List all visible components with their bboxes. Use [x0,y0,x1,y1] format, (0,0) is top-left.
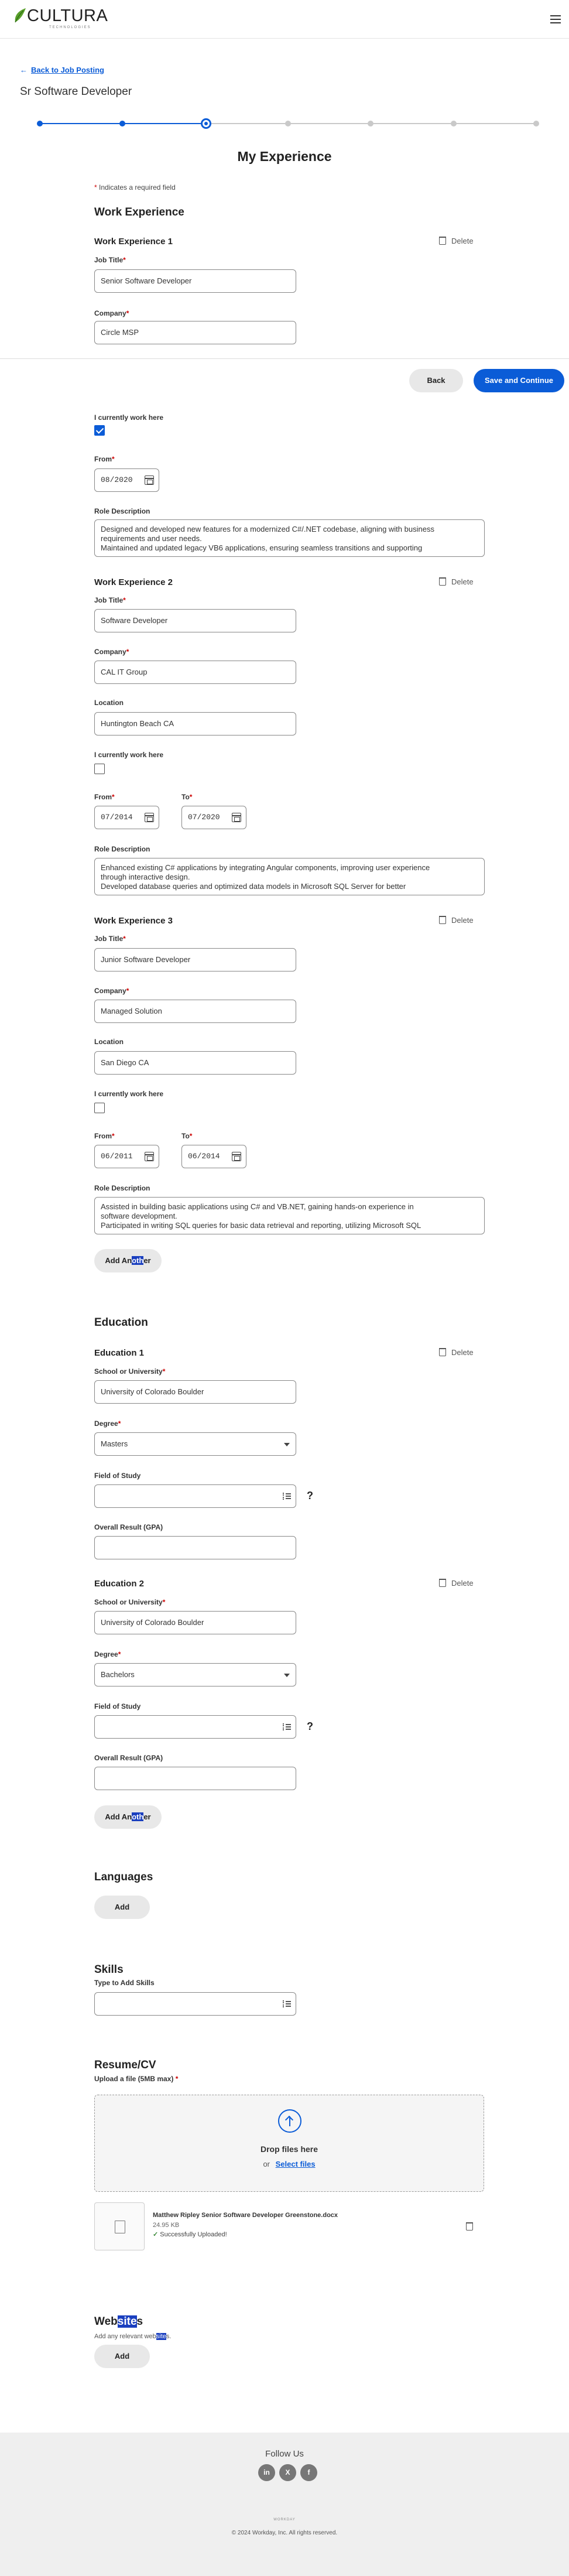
job-title-label [94,935,126,943]
upload-status-text: Successfully Uploaded! [160,2231,227,2238]
role-description-textarea-2[interactable] [94,858,485,895]
delete-label: Delete [451,237,474,245]
site-header [0,0,569,39]
company-input-2[interactable]: CAL IT Group [94,661,296,684]
degree-select-2[interactable] [94,1663,296,1686]
required-star: * [126,987,129,995]
job-title-input-3[interactable]: Junior Software Developer [94,948,296,971]
job-title-label [94,256,126,264]
work-experience-3-heading: Work Experience 3 [94,916,173,926]
currently-work-label: I currently work here [94,1090,164,1098]
description-line: Designed and developed new features for a modernized C#/.NET codebase, aligning with business [101,525,434,533]
gpa-label: Overall Result (GPA) [94,1523,163,1531]
work-experience-heading: Work Experience [94,206,184,218]
currently-work-label: I currently work here [94,751,164,759]
date-value: 08/2020 [101,475,133,484]
required-star: * [126,309,129,317]
file-thumbnail [94,2202,145,2250]
school-input-2[interactable]: University of Colorado Boulder [94,1611,296,1634]
date-value: 07/2020 [188,813,220,822]
required-star: * [112,1132,115,1140]
calendar-icon[interactable] [145,813,154,822]
label-text: From [94,793,112,801]
location-label: Location [94,1038,124,1046]
field-of-study-label: Field of Study [94,1702,141,1711]
label-text: Job Title [94,256,124,264]
currently-work-checkbox-1[interactable] [94,425,105,436]
description-line: Enhanced existing C# applications by integrating Angular components, improving user experience [101,863,430,872]
required-star: * [94,183,97,191]
company-label [94,309,129,317]
arrow-left-icon: ← [20,66,28,74]
chevron-down-icon [284,1674,290,1677]
currently-work-label: I currently work here [94,413,164,422]
degree-select-1[interactable] [94,1432,296,1456]
currently-work-checkbox-2[interactable] [94,764,105,774]
chevron-down-icon [284,1443,290,1446]
calendar-icon[interactable] [145,1152,154,1161]
copyright-text: © 2024 Workday, Inc. All rights reserved. [231,2530,338,2536]
from-label [94,1132,115,1140]
progress-step [37,121,43,126]
note-text: s. [166,2333,172,2340]
select-files-row [95,2160,484,2168]
label-text: From [94,1132,112,1140]
progress-step [368,121,373,126]
to-date-input-3[interactable] [181,1145,246,1168]
add-language-button[interactable]: Add [94,1896,150,1919]
field-of-study-input-1[interactable] [94,1484,296,1508]
label-text: From [94,455,112,463]
location-input-2[interactable]: Huntington Beach CA [94,712,296,735]
from-date-input-2[interactable] [94,806,159,829]
delete-label: Delete [451,577,474,586]
add-another-education-button[interactable] [94,1805,162,1829]
description-line: Participated in writing SQL queries for basic data retrieval and reporting, utilizing Microsoft SQL [101,1221,421,1230]
leaf-logo-icon [13,7,27,23]
cultura-logo[interactable] [13,6,108,29]
sticky-bar-divider [0,358,569,359]
delete-education-1-button[interactable] [439,1348,474,1357]
drop-files-text: Drop files here [260,2144,318,2154]
button-text: er [143,1256,151,1265]
trash-icon [439,577,446,586]
date-value: 06/2011 [101,1152,133,1161]
hamburger-menu-icon[interactable] [550,15,561,23]
description-line: Assisted in building basic applications using C# and VB.NET, gaining hands-on experience in [101,1202,414,1211]
languages-heading: Languages [94,1871,153,1883]
required-star: * [118,1650,121,1658]
progress-step [119,121,125,126]
education-2-heading: Education 2 [94,1579,145,1589]
upload-arrow-icon [278,2109,301,2133]
calendar-icon[interactable] [232,813,241,822]
currently-work-checkbox-3[interactable] [94,1103,105,1113]
role-description-label: Role Description [94,1184,150,1192]
title-highlight: site [117,2315,137,2328]
description-line: requirements and user needs. [101,534,202,543]
label-text: To [181,1132,190,1140]
delete-label: Delete [451,1579,474,1588]
required-star: * [123,256,126,264]
save-and-continue-button[interactable]: Save and Continue [474,369,564,392]
to-date-input-2[interactable] [181,806,246,829]
or-text: or [263,2160,270,2168]
job-title-label [94,596,126,604]
to-label [181,1132,192,1140]
button-text: Add An [105,1256,132,1265]
required-star: * [123,596,126,604]
websites-note [94,2333,171,2340]
gpa-label: Overall Result (GPA) [94,1754,163,1762]
required-star: * [112,455,115,463]
websites-heading [94,2315,143,2328]
company-label [94,648,129,656]
list-icon[interactable] [283,1723,291,1730]
required-star: * [162,1598,166,1606]
required-note-text: Indicates a required field [99,183,176,191]
location-input-3[interactable]: San Diego CA [94,1051,296,1075]
uploaded-file-size: 24.95 KB [153,2222,180,2229]
help-icon[interactable]: ? [307,1720,313,1732]
progress-step [533,121,539,126]
facebook-icon[interactable]: f [300,2464,317,2481]
linkedin-icon[interactable]: in [258,2464,275,2481]
back-to-job-posting-link[interactable] [20,66,104,74]
delete-education-2-button[interactable] [439,1579,474,1588]
resume-heading: Resume/CV [94,2059,156,2071]
list-icon[interactable] [283,2000,291,2007]
job-title-input-1[interactable]: Senior Software Developer [94,269,296,293]
footer [0,2433,569,2576]
progress-step-current [201,118,211,129]
company-input-1[interactable]: Circle MSP [94,321,296,344]
from-date-input-1[interactable] [94,468,159,492]
x-twitter-icon[interactable]: X [279,2464,296,2481]
field-of-study-label: Field of Study [94,1472,141,1480]
progress-step [451,121,457,126]
checkmark-icon: ✓ [153,2231,159,2238]
skills-label: Type to Add Skills [94,1979,155,1987]
back-link-label: Back to Job Posting [31,66,104,74]
label-text: Company [94,309,126,317]
required-star: * [189,1132,193,1140]
label-text: To [181,793,190,801]
required-star: * [112,793,115,801]
label-text: Degree [94,1650,118,1658]
add-another-work-button[interactable] [94,1249,162,1272]
title-text: Web [94,2315,118,2328]
delete-work-experience-2-button[interactable] [439,577,474,586]
education-1-heading: Education 1 [94,1348,145,1358]
school-label [94,1367,165,1376]
work-experience-2-heading: Work Experience 2 [94,577,173,587]
trash-icon [439,1579,446,1587]
delete-label: Delete [451,1348,474,1357]
required-star: * [126,648,129,656]
label-text: Job Title [94,935,124,943]
location-label: Location [94,699,124,707]
gpa-input-2[interactable] [94,1767,296,1790]
gpa-input-1[interactable] [94,1536,296,1559]
school-label [94,1598,165,1606]
button-text: er [143,1812,151,1821]
label-text: Upload a file (5MB max) [94,2075,174,2083]
label-text: School or University [94,1367,163,1376]
calendar-icon[interactable] [145,475,154,485]
date-value: 07/2014 [101,813,133,822]
upload-status [153,2231,227,2238]
from-label [94,455,115,463]
required-star: * [162,1367,166,1376]
label-text: Job Title [94,596,124,604]
delete-work-experience-3-button[interactable] [439,916,474,925]
note-text: Add any relevant web [94,2333,156,2340]
degree-label [94,1419,121,1428]
back-button[interactable]: Back [409,369,463,392]
skills-heading: Skills [94,1963,124,1976]
label-text: Company [94,987,126,995]
degree-value: Bachelors [101,1670,135,1679]
delete-file-button[interactable] [466,2222,478,2232]
file-drop-zone[interactable] [94,2095,484,2192]
button-text-highlight: oth [132,1812,144,1821]
delete-work-experience-1-button[interactable] [439,237,474,245]
description-line: Developed database queries and optimized data models in Microsoft SQL Server for better [101,882,406,891]
required-star: * [123,935,126,943]
label-text: School or University [94,1598,163,1606]
role-description-textarea-3[interactable] [94,1197,485,1234]
add-website-button[interactable]: Add [94,2345,150,2368]
degree-label [94,1650,121,1658]
brand-name: CULTURA [27,6,108,25]
job-title: Sr Software Developer [20,85,132,98]
trash-icon [439,1348,446,1356]
required-field-note [94,183,176,191]
brand-tagline: TECHNOLOGIES [49,26,91,29]
help-icon[interactable]: ? [307,1490,313,1501]
work-experience-1-heading: Work Experience 1 [94,237,173,247]
to-label [181,793,192,801]
job-title-input-2[interactable]: Software Developer [94,609,296,632]
trash-icon [439,916,446,924]
description-line: through interactive design. [101,873,190,881]
calendar-icon[interactable] [232,1152,241,1161]
progress-bar [40,123,536,124]
required-star: * [189,793,193,801]
follow-us-text: Follow Us [265,2449,304,2459]
upload-label [94,2075,178,2083]
note-highlight: site [156,2333,166,2340]
role-description-label: Role Description [94,507,150,515]
role-description-label: Role Description [94,845,150,853]
uploaded-file-name: Matthew Ripley Senior Software Developer Greenstone.docx [153,2212,338,2219]
company-label [94,987,129,995]
education-heading: Education [94,1316,148,1329]
page-title: My Experience [237,149,332,164]
degree-value: Masters [101,1439,128,1448]
description-line: Maintained and updated legacy VB6 applications, ensuring seamless transitions and supporting [101,543,423,552]
company-input-3[interactable]: Managed Solution [94,1000,296,1023]
delete-label: Delete [451,916,474,925]
trash-icon [466,2222,473,2231]
title-text: s [136,2315,143,2328]
required-star: * [118,1419,121,1428]
list-icon[interactable] [283,1493,291,1500]
required-star: * [175,2075,179,2083]
label-text: Company [94,648,126,656]
from-date-input-3[interactable] [94,1145,159,1168]
button-text-highlight: oth [132,1256,144,1265]
from-label [94,793,115,801]
description-line: software development. [101,1212,177,1220]
field-of-study-input-2[interactable] [94,1715,296,1739]
button-text: Add An [105,1812,132,1821]
role-description-textarea-1[interactable] [94,519,485,557]
school-input-1[interactable]: University of Colorado Boulder [94,1380,296,1404]
progress-step [285,121,291,126]
label-text: Degree [94,1419,118,1428]
select-files-link[interactable]: Select files [275,2160,316,2168]
trash-icon [439,237,446,245]
powered-by-logo: WORKDAY [273,2518,296,2522]
skills-input[interactable] [94,1992,296,2016]
date-value: 06/2014 [188,1152,220,1161]
